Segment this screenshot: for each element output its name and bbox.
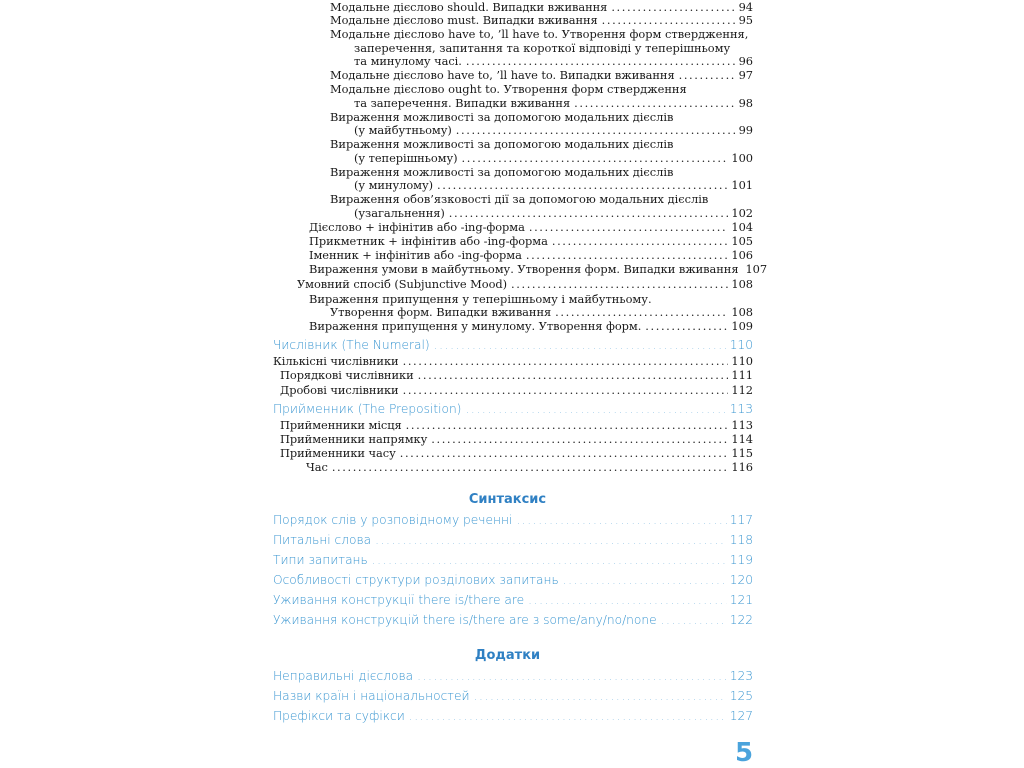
leader-dots <box>574 96 735 110</box>
toc-entry-title: Прикметник + інфінітив або -ing-форма <box>309 234 548 248</box>
leader-dots <box>661 613 727 627</box>
toc-section-entry <box>262 593 753 607</box>
leader-dots <box>418 368 729 382</box>
toc-entry-page: 108 <box>731 305 753 319</box>
toc-entry-title: Вираження можливості за допомогою модальних дієслів <box>330 137 674 151</box>
toc-entry-page: 108 <box>731 277 753 291</box>
toc-entry <box>262 368 753 382</box>
toc-entry-title: Вираження можливості за допомогою модальних дієслів <box>330 165 674 179</box>
leader-dots <box>511 277 728 291</box>
toc-entry-page: 94 <box>738 0 753 14</box>
toc-entry-title-continued: заперечення, запитання та короткої відповіді у теперішньому <box>354 41 731 55</box>
toc-section-entry <box>262 553 753 567</box>
toc-entry <box>262 234 753 248</box>
toc-section-entry <box>262 669 753 683</box>
toc-entry-title-continued: (у майбутньому) <box>354 123 452 137</box>
toc-entry <box>262 262 768 276</box>
toc-entry <box>262 206 753 220</box>
leader-dots <box>563 573 727 587</box>
toc-entry <box>262 460 753 474</box>
toc-entry-title: Неправильні дієслова <box>273 669 414 683</box>
toc-entry-title-continued: (у теперішньому) <box>354 151 458 165</box>
toc-entry-page: 125 <box>729 689 753 703</box>
toc-entry-page: 123 <box>729 669 753 683</box>
toc-entry-title: Прийменник (The Preposition) <box>273 402 462 416</box>
toc-entry-page: 127 <box>729 709 753 723</box>
toc-entry-page: 105 <box>731 234 753 248</box>
leader-dots <box>409 709 727 723</box>
toc-entry <box>262 432 753 446</box>
toc-section-entry <box>262 689 753 703</box>
leader-dots <box>449 206 729 220</box>
leader-dots <box>552 234 729 248</box>
toc-entry-title: Кількісні числівники <box>273 354 399 368</box>
leader-dots <box>602 13 736 27</box>
leader-dots <box>403 383 729 397</box>
toc-section-entry <box>262 573 753 587</box>
leader-dots <box>403 354 729 368</box>
toc-entry-page: 114 <box>731 432 753 446</box>
toc-entry-title: Модальне дієслово must. Випадки вживання <box>330 13 598 27</box>
leader-dots <box>474 689 727 703</box>
leader-dots <box>372 553 727 567</box>
toc-entry-title-continued: та минулому часі. <box>354 54 462 68</box>
toc-entry-title: Порядкові числівники <box>280 368 414 382</box>
leader-dots <box>375 533 727 547</box>
toc-entry-page: 113 <box>731 418 753 432</box>
page-number: 5 <box>735 738 754 768</box>
leader-dots <box>529 220 729 234</box>
toc-entry-title: Вираження припущення у минулому. Утворення форм. <box>309 319 642 333</box>
toc-section-entry <box>262 613 753 627</box>
toc-entry-title: Іменник + інфінітив або -ing-форма <box>309 248 522 262</box>
toc-entry-title: Вираження обов’язковості дії за допомогою модальних дієслів <box>330 192 709 206</box>
toc-entry <box>262 151 753 165</box>
toc-entry-page: 104 <box>731 220 753 234</box>
toc-section-entry <box>262 709 753 723</box>
toc-entry-page: 117 <box>729 513 753 527</box>
toc-entry-page: 97 <box>738 68 753 82</box>
toc-entry-page: 110 <box>729 338 753 352</box>
leader-dots <box>417 669 727 683</box>
leader-dots <box>645 319 728 333</box>
toc-entry-title-continued: Утворення форм. Випадки вживання <box>330 305 552 319</box>
toc-entry-title: Умовний спосіб (Subjunctive Mood) <box>297 277 508 291</box>
toc-entry-page: 95 <box>738 13 753 27</box>
toc-entry-page: 122 <box>729 613 753 627</box>
toc-entry-page: 115 <box>731 446 753 460</box>
leader-dots <box>434 338 727 352</box>
toc-entry-title: Прийменники місця <box>280 418 402 432</box>
toc-entry-title: Прийменники часу <box>280 446 396 460</box>
toc-entry-title: Особливості структури розділових запитань <box>273 573 559 587</box>
toc-section-entry <box>262 513 753 527</box>
toc-entry-page: 99 <box>738 123 753 137</box>
toc-entry-page: 118 <box>729 533 753 547</box>
toc-entry-page: 116 <box>731 460 753 474</box>
leader-dots <box>437 178 728 192</box>
toc-entry-title: Уживання конструкцій there is/there are з some/any/no/none <box>273 613 657 627</box>
toc-entry <box>262 446 753 460</box>
toc-entry <box>262 220 753 234</box>
toc-section-entry <box>262 338 753 352</box>
toc-entry-title: Типи запитань <box>273 553 368 567</box>
toc-entry-title: Модальне дієслово ought to. Утворення форм ствердження <box>330 82 687 96</box>
toc-entry-title: Назви країн і національностей <box>273 689 470 703</box>
leader-dots <box>400 446 729 460</box>
toc-entry <box>262 277 753 291</box>
toc-entry-page: 98 <box>738 96 753 110</box>
toc-entry-page: 111 <box>731 368 753 382</box>
toc-entry-title: Вираження умови в майбутньому. Утворення форм. Випадки вживання <box>309 262 739 276</box>
leader-dots <box>466 54 736 68</box>
toc-entry-page: 121 <box>729 593 753 607</box>
toc-entry-title: Вираження припущення у теперішньому і майбутньому. <box>309 292 652 306</box>
toc-entry <box>262 13 753 27</box>
leader-dots <box>431 432 728 446</box>
toc-entry-page: 106 <box>731 248 753 262</box>
toc-entry-page: 109 <box>731 319 753 333</box>
toc-entry <box>262 178 753 192</box>
leader-dots <box>516 513 726 527</box>
toc-entry-title-continued: та заперечення. Випадки вживання <box>354 96 571 110</box>
toc-entry-title: Уживання конструкції there is/there are <box>273 593 525 607</box>
toc-entry <box>262 0 753 14</box>
toc-entry-page: 110 <box>731 354 753 368</box>
section-heading-appendix: Додатки <box>474 648 541 663</box>
toc-entry-title: Прийменники напрямку <box>280 432 428 446</box>
leader-dots <box>462 151 729 165</box>
leader-dots <box>679 68 736 82</box>
toc-entry-page: 100 <box>731 151 753 165</box>
toc-entry-page: 101 <box>731 178 753 192</box>
toc-section-entry <box>262 402 753 416</box>
toc-entry-title: Модальне дієслово have to, ’ll have to. Утворення форм ствердження, <box>330 27 749 41</box>
toc-entry-title: Дієслово + інфінітив або -ing-форма <box>309 220 525 234</box>
toc-entry-page: 112 <box>731 383 753 397</box>
leader-dots <box>526 248 729 262</box>
toc-entry <box>262 123 753 137</box>
leader-dots <box>555 305 728 319</box>
toc-entry-title: Числівник (The Numeral) <box>273 338 430 352</box>
toc-entry <box>262 418 753 432</box>
toc-section-entry <box>262 533 753 547</box>
toc-entry <box>262 319 753 333</box>
toc-entry <box>262 354 753 368</box>
toc-entry-title: Модальне дієслово have to, ’ll have to. Випадки вживання <box>330 68 675 82</box>
toc-entry-title: Модальне дієслово should. Випадки вживання <box>330 0 608 14</box>
section-heading-syntax: Синтаксис <box>468 492 547 507</box>
toc-entry-title-continued: (узагальнення) <box>354 206 445 220</box>
leader-dots <box>456 123 736 137</box>
toc-entry-page: 96 <box>738 54 753 68</box>
toc-entry-page: 120 <box>729 573 753 587</box>
toc-entry <box>262 68 753 82</box>
toc-entry <box>262 96 753 110</box>
toc-entry-page: 113 <box>729 402 753 416</box>
toc-entry-title: Префікси та суфікси <box>273 709 405 723</box>
toc-entry-title: Час <box>306 460 328 474</box>
toc-entry-title: Питальні слова <box>273 533 372 547</box>
toc-entry <box>262 54 753 68</box>
toc-entry-title: Вираження можливості за допомогою модальних дієслів <box>330 110 674 124</box>
leader-dots <box>528 593 727 607</box>
toc-entry-title: Дробові числівники <box>280 383 399 397</box>
toc-entry-page: 107 <box>745 262 768 276</box>
toc-entry-page: 102 <box>731 206 753 220</box>
toc-entry <box>262 305 753 319</box>
toc-entry <box>262 383 753 397</box>
toc-entry-title-continued: (у минулому) <box>354 178 434 192</box>
leader-dots <box>406 418 729 432</box>
leader-dots <box>465 402 726 416</box>
leader-dots <box>611 0 735 14</box>
toc-entry <box>262 248 753 262</box>
leader-dots <box>332 460 729 474</box>
table-of-contents <box>262 0 768 768</box>
toc-entry-page: 119 <box>729 553 753 567</box>
toc-entry-title: Порядок слів у розповідному реченні <box>273 513 513 527</box>
